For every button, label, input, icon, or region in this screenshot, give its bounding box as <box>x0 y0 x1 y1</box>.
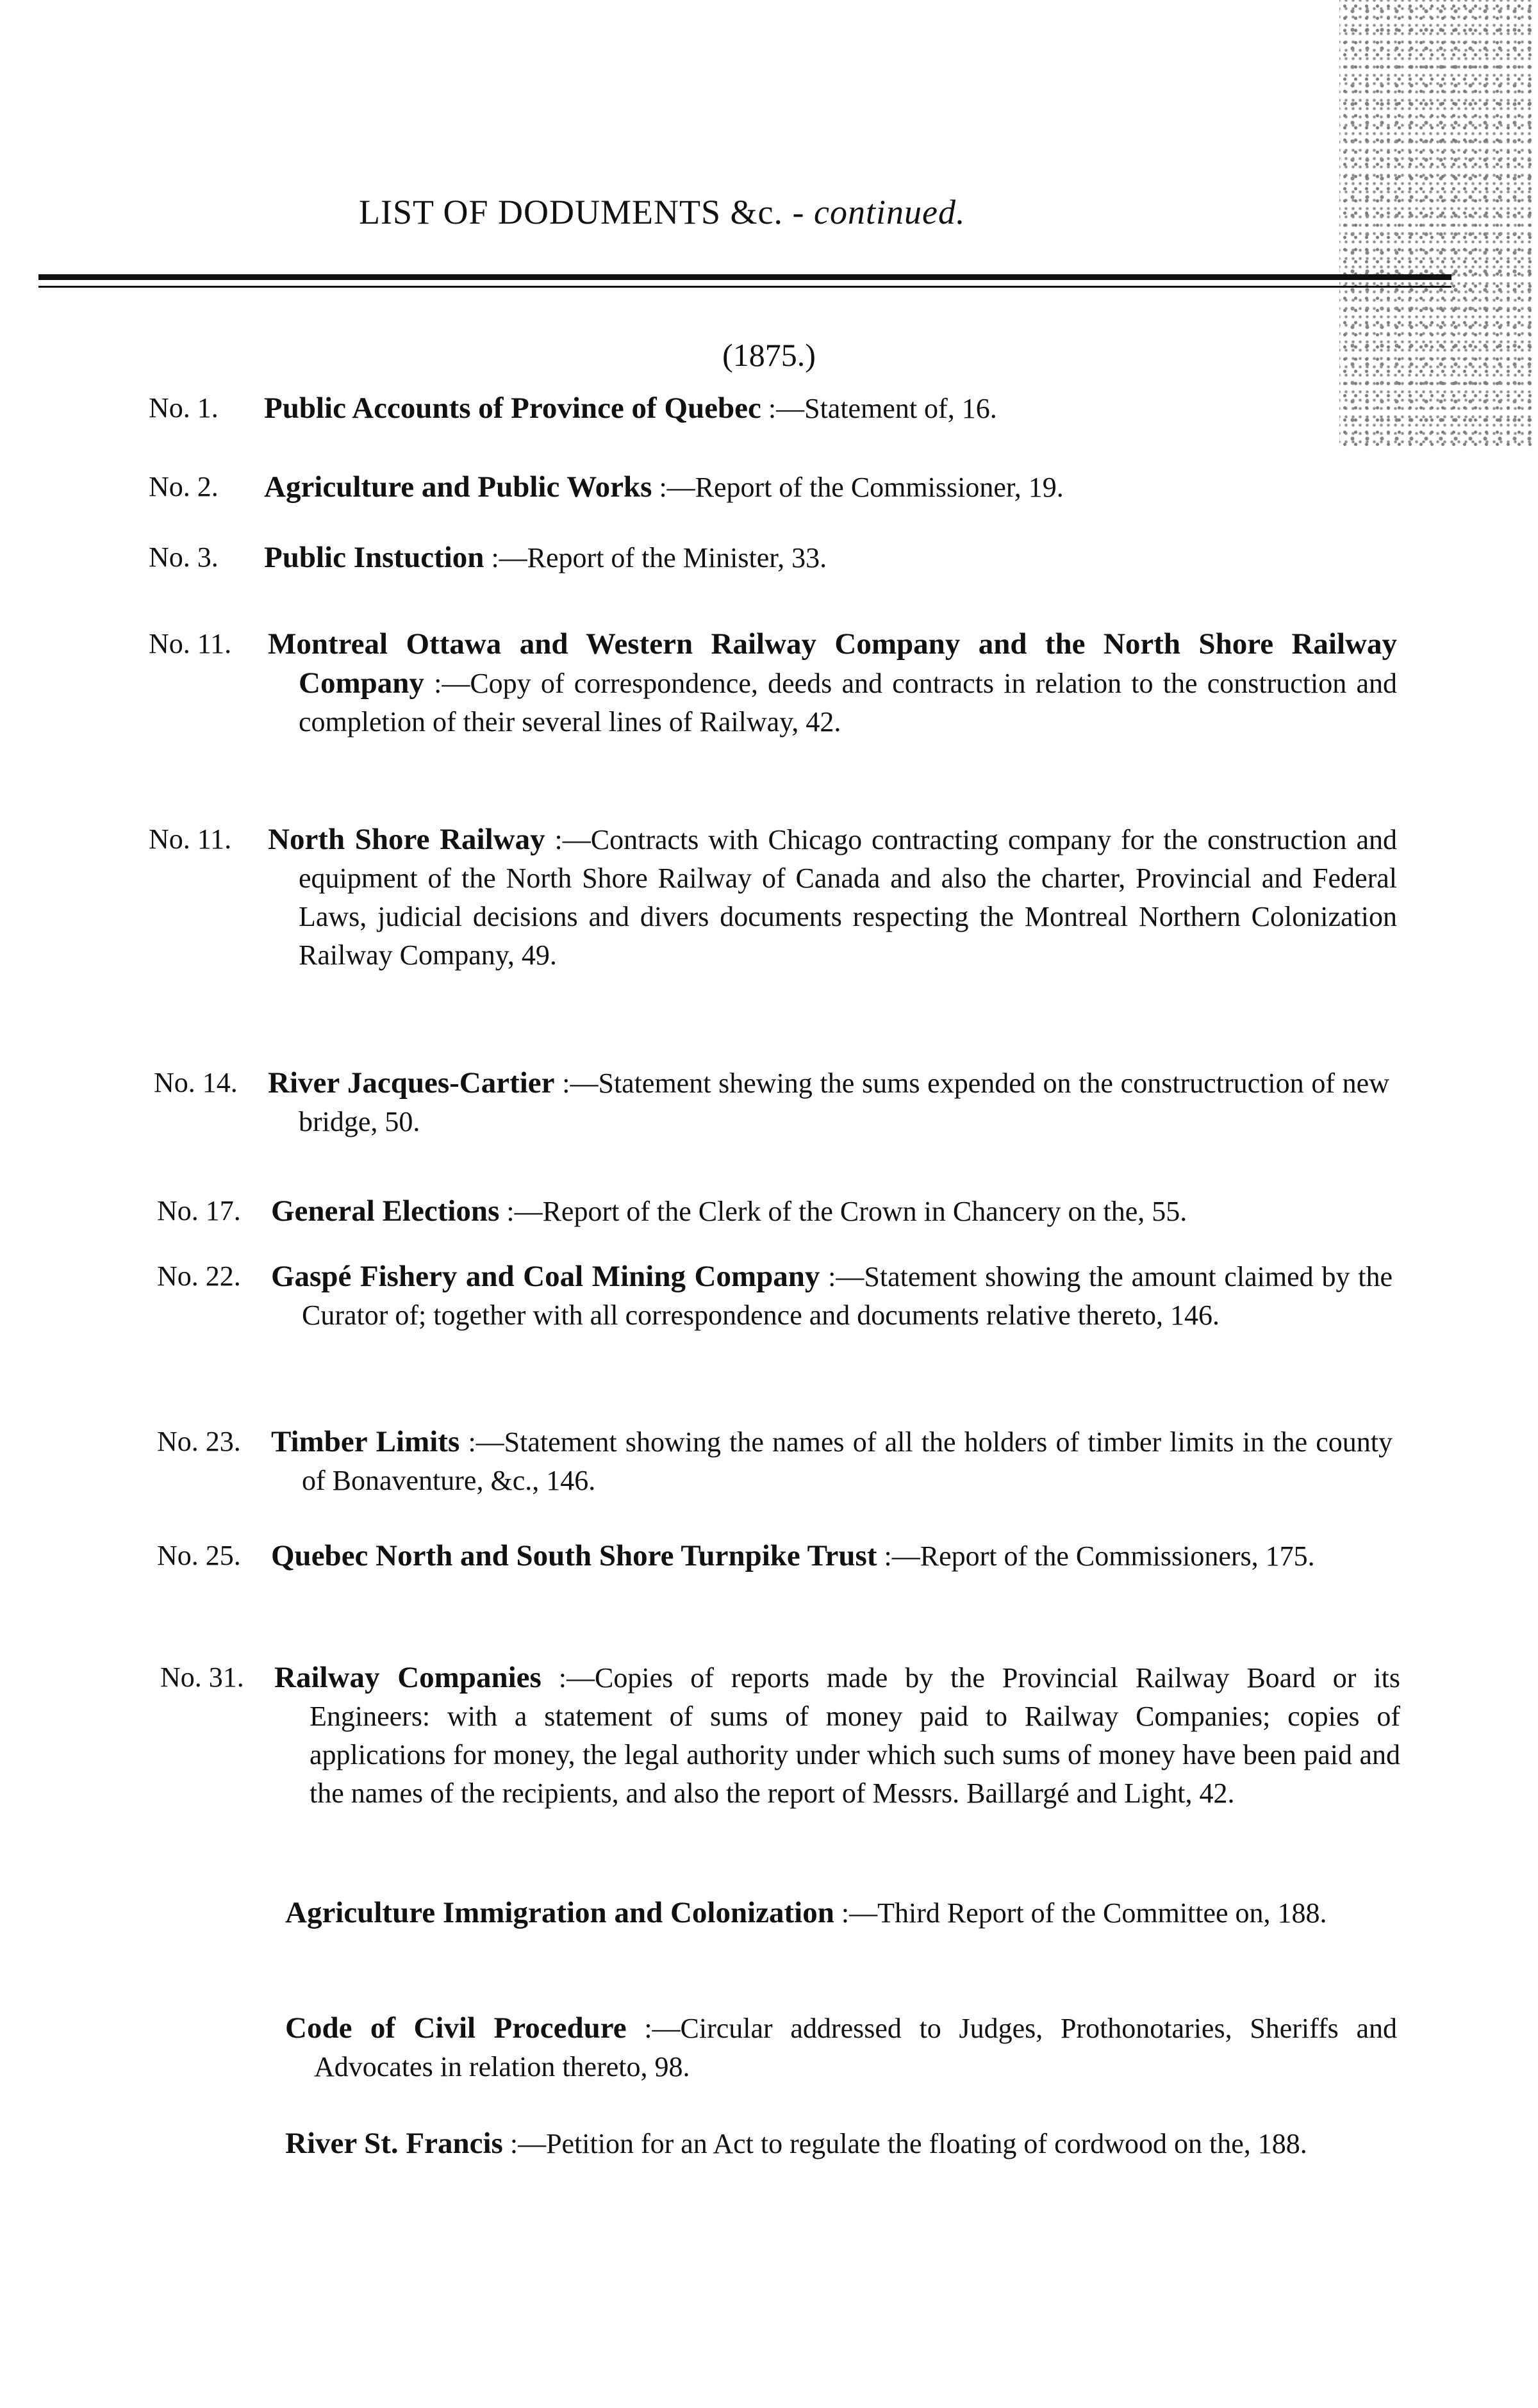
year-heading: (1875.) <box>722 337 816 373</box>
page-title-continued: continued. <box>814 193 966 231</box>
entry-text <box>274 1658 1400 1813</box>
entry-description: :—Third Report of the Committee on, 188. <box>834 1897 1327 1929</box>
entry-text <box>268 1064 1389 1141</box>
entry-description: :—Report of the Minister, 33. <box>484 542 827 573</box>
entry-text <box>285 2009 1397 2086</box>
list-item <box>149 538 1366 583</box>
list-item <box>285 2009 1397 2092</box>
list-item <box>285 1893 1368 1977</box>
entry-subject: Public Accounts of Province of Quebec <box>264 392 761 425</box>
entry-text <box>271 1257 1393 1335</box>
entry-description: :—Petition for an Act to regulate the floating of cordwood on the, 188. <box>502 2128 1307 2159</box>
entry-subject: North Shore Railway <box>268 823 545 856</box>
entry-subject: River St. Francis <box>285 2127 503 2160</box>
page-title <box>359 192 965 232</box>
entry-subject: Railway Companies <box>274 1661 542 1694</box>
list-item <box>160 1658 1401 1870</box>
page-title-main: LIST OF DODUMENTS &c. - <box>359 193 814 231</box>
list-item <box>157 1257 1393 1385</box>
entry-subject: General Elections <box>271 1194 500 1228</box>
document-number: No. 31. <box>160 1662 244 1693</box>
document-number: No. 11. <box>149 628 232 659</box>
document-number: No. 17. <box>157 1195 241 1226</box>
document-number: No. 22. <box>157 1260 241 1292</box>
entry-description: :—Report of the Commissioners, 175. <box>877 1540 1315 1572</box>
entry-subject: Quebec North and South Shore Turnpike Trust <box>271 1539 877 1572</box>
list-item <box>149 625 1397 785</box>
entry-description: :—Statement shewing the sums expended on the constructruction of new bridge, 50. <box>299 1068 1389 1137</box>
document-number: No. 25. <box>157 1540 241 1571</box>
entry-text <box>264 468 1366 507</box>
entry-subject: Gaspé Fishery and Coal Mining Company <box>271 1260 820 1293</box>
entry-text <box>271 1537 1393 1576</box>
list-item <box>149 820 1397 1019</box>
entry-subject: Public Instuction <box>264 541 484 574</box>
list-item <box>157 1537 1362 1620</box>
document-number: No. 11. <box>149 823 232 855</box>
document-number: No. 3. <box>149 541 219 573</box>
entry-text <box>285 2124 1397 2163</box>
scan-noise-corner <box>1339 0 1532 449</box>
entry-text <box>271 1423 1393 1500</box>
entry-subject: Timber Limits <box>271 1425 460 1458</box>
list-item <box>285 2124 1368 2207</box>
entry-subject: River Jacques-Cartier <box>268 1066 555 1100</box>
header-rule-thick <box>38 274 1451 280</box>
entry-text <box>264 538 1366 577</box>
entry-description: :—Report of the Commissioner, 19. <box>652 472 1064 503</box>
document-number: No. 2. <box>149 471 219 502</box>
list-item <box>157 1192 1362 1237</box>
entry-subject: Montreal Ottawa and Western Railway Company and the North Shore Railway Company <box>268 627 1397 700</box>
list-item <box>149 468 1366 513</box>
list-item <box>149 389 1366 434</box>
document-number: No. 1. <box>149 392 219 424</box>
entry-description: :—Contracts with Chicago contracting company for the construction and equipment of the North Shore Railway of Canada and also the charter, Provincial and Federal Laws, judicial decisions and divers documents respecting the Montreal Northern Colonization Railway Company, 49. <box>299 824 1397 971</box>
entry-text <box>268 820 1397 975</box>
header-rule-thin <box>38 286 1451 288</box>
document-number: No. 14. <box>154 1067 238 1098</box>
entry-description: :—Circular addressed to Judges, Prothonotaries, Sheriffs and Advocates in relation thereto, 98. <box>314 2013 1397 2082</box>
entry-subject: Code of Civil Procedure <box>285 2011 627 2045</box>
entry-subject: Agriculture and Public Works <box>264 470 652 504</box>
entry-text <box>264 389 1366 428</box>
entry-description: :—Statement showing the names of all the holders of timber limits in the county of Bonaventure, &c., 146. <box>302 1426 1393 1496</box>
entry-text <box>285 1893 1397 1933</box>
entry-text <box>271 1192 1362 1231</box>
document-number: No. 23. <box>157 1426 241 1457</box>
entry-description: :—Copy of correspondence, deeds and contracts in relation to the construction and completion of their several lines of Railway, 42. <box>299 668 1397 738</box>
entry-subject: Agriculture Immigration and Colonization <box>285 1896 834 1929</box>
entry-text <box>268 625 1397 741</box>
entry-description: :—Copies of reports made by the Provincial Railway Board or its Engineers: with a statement of sums of money paid to Railway Companies; copies of applications for money, the legal authority under which such sums of money have been paid and the names of the recipients, and also the report of Messrs. Baillargé and Light, 42. <box>310 1662 1401 1809</box>
entry-description: :—Statement of, 16. <box>761 393 997 424</box>
entry-description: :—Statement showing the amount claimed by the Curator of; together with all correspondence and documents relative thereto, 146. <box>302 1261 1393 1331</box>
entry-description: :—Report of the Clerk of the Crown in Chancery on the, 55. <box>499 1196 1187 1227</box>
list-item <box>154 1064 1389 1147</box>
list-item <box>157 1423 1393 1506</box>
